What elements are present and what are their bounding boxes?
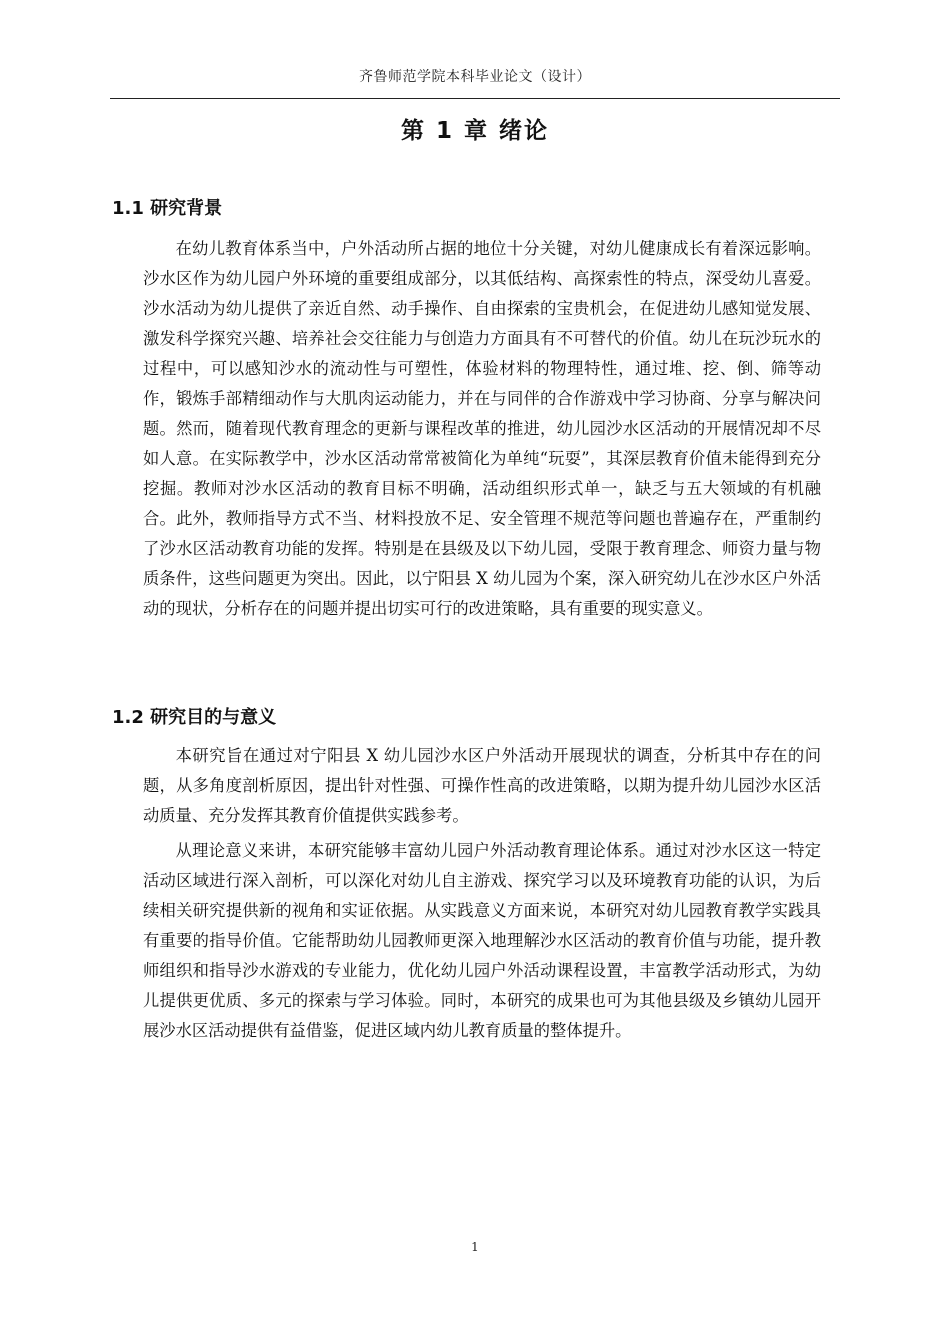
section-heading-1-1: 1.1 研究背景 — [112, 198, 223, 219]
paragraph-research-significance: 从理论意义来讲，本研究能够丰富幼儿园户外活动教育理论体系。通过对沙水区这一特定活动区域进行深入剖析，可以深化对幼儿自主游戏、探究学习以及环境教育功能的认识，为后续相关研究提供新的视角和实证依据。从实践意义方面来说，本研究对幼儿园教育教学实践具有重要的指导价值。它能帮助幼儿园教师更深入地理解沙水区活动的教育价值与功能，提升教师组织和指导沙水游戏的专业能力，优化幼儿园户外活动课程设置，丰富教学活动形式，为幼儿提供更优质、多元的探索与学习体验。同时，本研究的成果也可为其他县级及乡镇幼儿园开展沙水区活动提供有益借鉴，促进区域内幼儿教育质量的整体提升。 — [143, 841, 821, 1040]
chapter-title: 第 1 章 绪论 — [400, 118, 550, 144]
paragraph-research-purpose: 本研究旨在通过对宁阳县 X 幼儿园沙水区户外活动开展现状的调查，分析其中存在的问题，从多角度剖析原因，提出针对性强、可操作性高的改进策略，以期为提升幼儿园沙水区活动质量、充分发挥其教育价值提供实践参考。 — [143, 746, 821, 825]
section-heading-1-2: 1.2 研究目的与意义 — [112, 707, 277, 728]
page-header: 齐鲁师范学院本科毕业论文（设计） — [359, 69, 591, 85]
header-rule — [110, 98, 840, 99]
page-number: 1 — [471, 1240, 479, 1254]
paragraph-research-background: 在幼儿教育体系当中，户外活动所占据的地位十分关键，对幼儿健康成长有着深远影响。沙水区作为幼儿园户外环境的重要组成部分，以其低结构、高探索性的特点，深受幼儿喜爱。沙水活动为幼儿提供了亲近自然、动手操作、自由探索的宝贵机会，在促进幼儿感知觉发展、激发科学探究兴趣、培养社会交往能力与创造力方面具有不可替代的价值。幼儿在玩沙玩水的过程中，可以感知沙水的流动性与可塑性，体验材料的物理特性，通过堆、挖、倒、筛等动作，锻炼手部精细动作与大肌肉运动能力，并在与同伴的合作游戏中学习协商、分享与解决问题。然而，随着现代教育理念的更新与课程改革的推进，幼儿园沙水区活动的开展情况却不尽如人意。在实际教学中，沙水区活动常常被简化为单纯“玩耍”，其深层教育价值未能得到充分挖掘。教师对沙水区活动的教育目标不明确，活动组织形式单一，缺乏与五大领域的有机融合。此外，教师指导方式不当、材料投放不足、安全管理不规范等问题也普遍存在，严重制约了沙水区活动教育功能的发挥。特别是在县级及以下幼儿园，受限于教育理念、师资力量与物质条件，这些问题更为突出。因此，以宁阳县 X 幼儿园为个案，深入研究幼儿在沙水区户外活动的现状，分析存在的问题并提出切实可行的改进策略，具有重要的现实意义。 — [143, 239, 821, 618]
